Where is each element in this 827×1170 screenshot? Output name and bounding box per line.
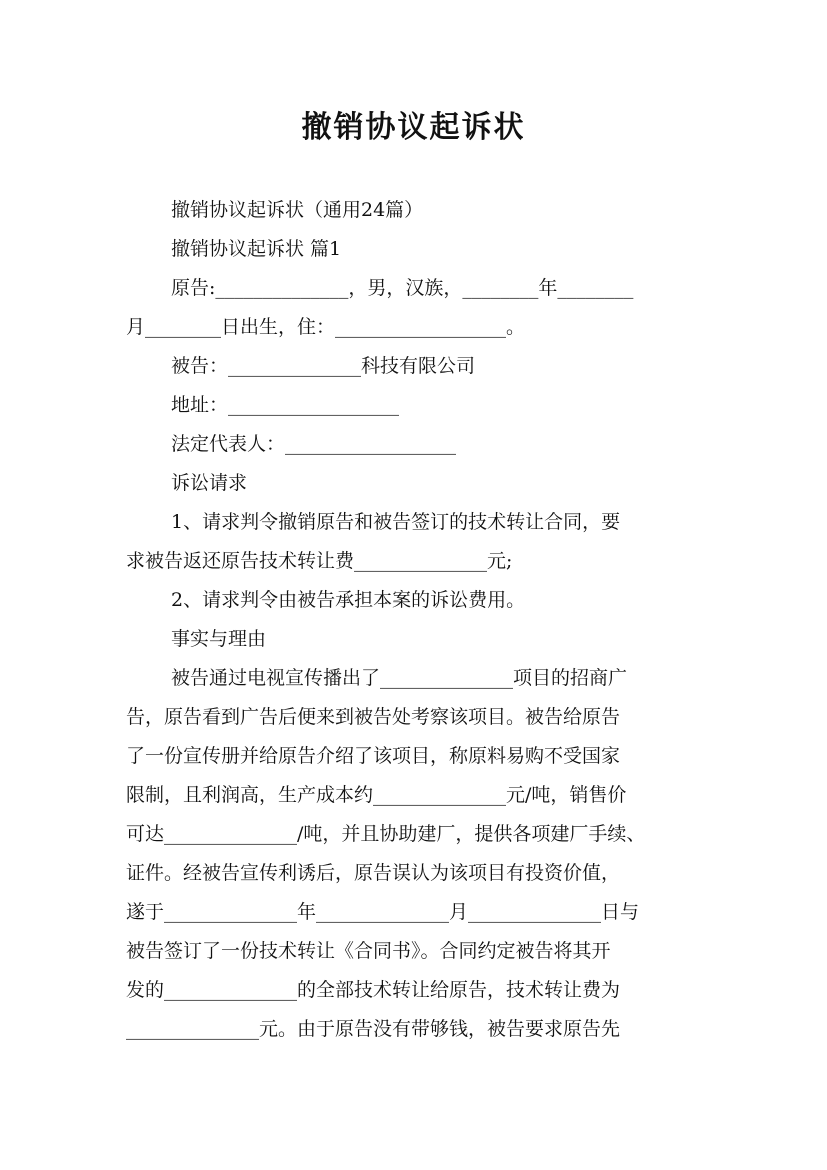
paragraph-line: 月________日出生，住：__________________。 <box>126 316 526 338</box>
paragraph-line: 撤销协议起诉状 篇1 <box>171 238 342 260</box>
paragraph-line: 求被告返还原告技术转让费______________元; <box>126 550 513 572</box>
paragraph-line: 被告签订了一份技术转让《合同书》。合同约定被告将其开 <box>126 940 611 962</box>
paragraph-line: 可达______________/吨，并且协助建厂，提供各项建厂手续、 <box>126 823 646 845</box>
paragraph-line: 限制，且利润高，生产成本约______________元/吨，销售价 <box>126 784 627 806</box>
paragraph-line: ______________元。由于原告没有带够钱，被告要求原告先 <box>126 1018 621 1040</box>
paragraph-line: 原告:______________，男，汉族，________年________ <box>171 277 634 299</box>
paragraph-line: 证件。经被告宣传利诱后，原告误认为该项目有投资价值， <box>126 862 621 884</box>
paragraph-line: 被告通过电视宣传播出了______________项目的招商广 <box>171 667 628 689</box>
paragraph-line: 2、请求判令由被告承担本案的诉讼费用。 <box>171 589 526 611</box>
paragraph-line: 1、请求判令撤销原告和被告签订的技术转让合同，要 <box>171 511 621 533</box>
paragraph-line: 遂于______________年______________月______________日与 <box>126 901 640 923</box>
document-body <box>126 191 716 1049</box>
paragraph-line: 告，原告看到广告后便来到被告处考察该项目。被告给原告 <box>126 706 621 728</box>
paragraph-line: 诉讼请求 <box>171 472 248 494</box>
document-title: 撤销协议起诉状 <box>301 110 526 145</box>
paragraph-line: 事实与理由 <box>171 628 267 650</box>
paragraph-line: 地址：__________________ <box>171 394 400 416</box>
paragraph-line: 法定代表人：__________________ <box>171 433 457 455</box>
paragraph-line: 撤销协议起诉状（通用24篇） <box>171 199 424 221</box>
paragraph-line: 被告：______________科技有限公司 <box>171 355 476 377</box>
paragraph-line: 发的______________的全部技术转让给原告，技术转让费为 <box>126 979 621 1001</box>
paragraph-line: 了一份宣传册并给原告介绍了该项目，称原料易购不受国家 <box>126 745 621 767</box>
